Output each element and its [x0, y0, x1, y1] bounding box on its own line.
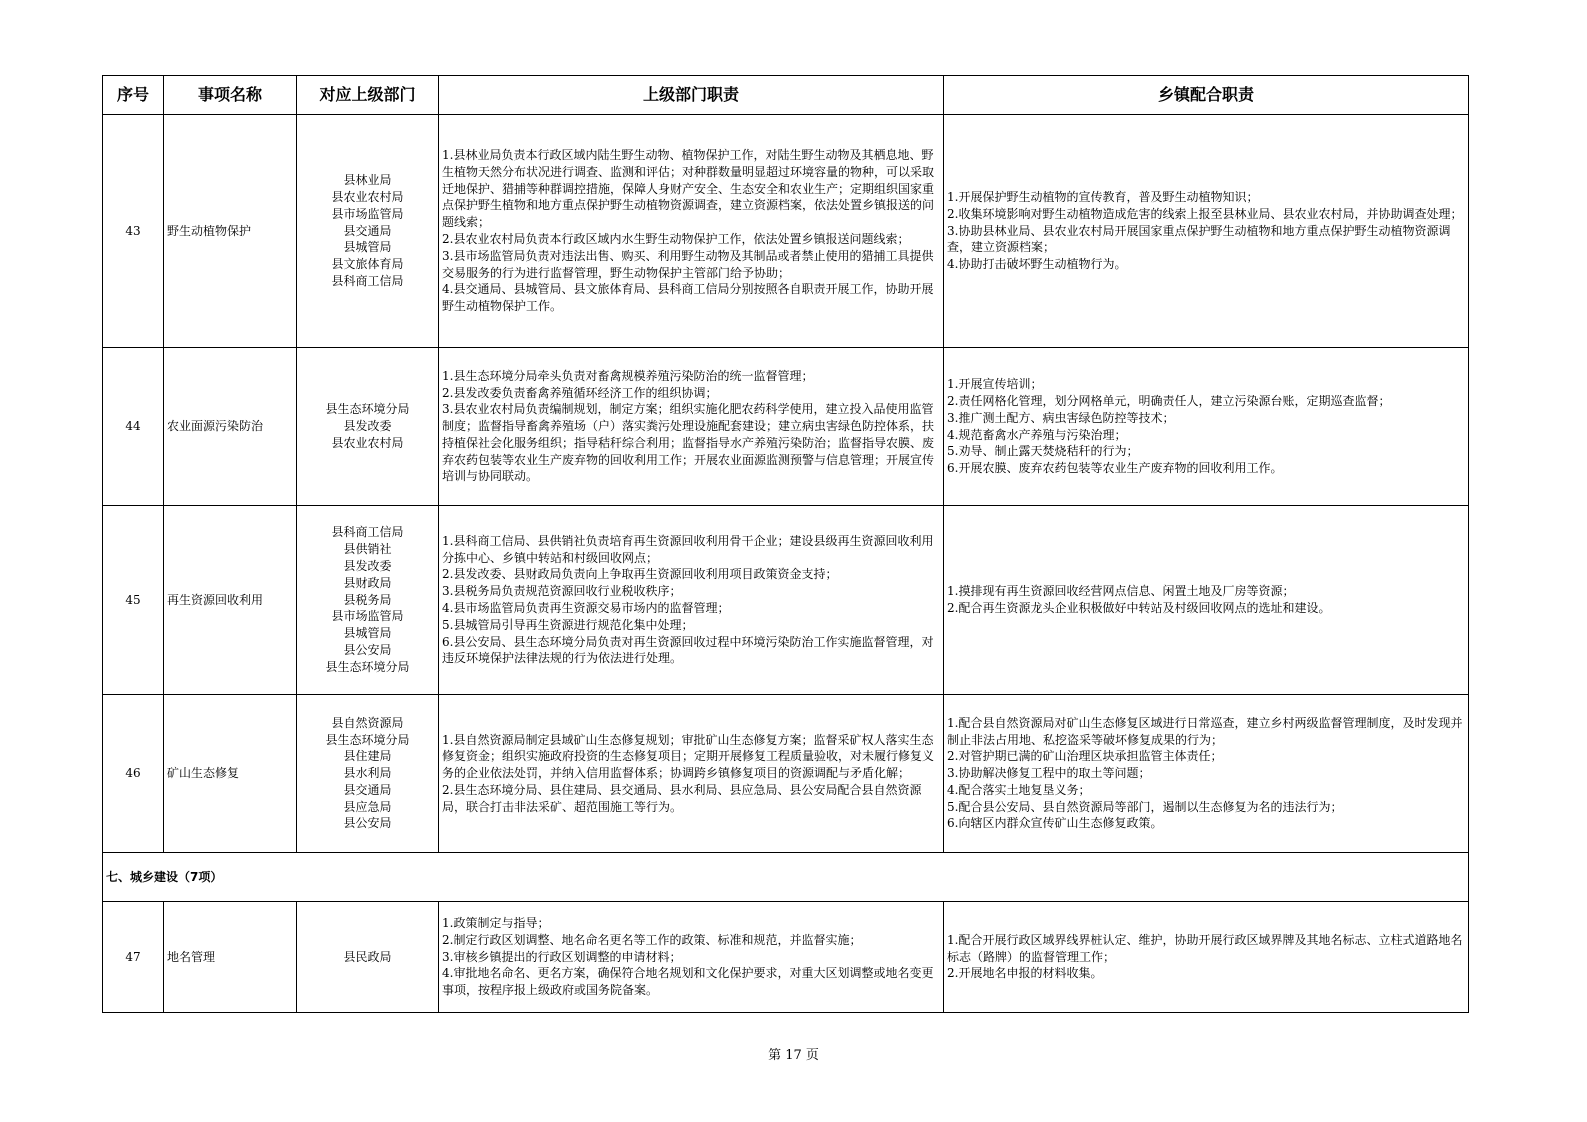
coop-item: 4.规范畜禽水产养殖与污染治理； [947, 427, 1127, 442]
table-row [103, 115, 1469, 348]
duty-item: 3.审核乡镇提出的行政区划调整的申请材料； [442, 949, 682, 964]
coop-item: 2.开展地名申报的材料收集。 [947, 966, 1103, 981]
coop-item: 2.对管护期已满的矿山治理区块承担监管主体责任； [947, 749, 1223, 764]
row-departments [297, 506, 439, 695]
department-name: 县生态环境分局 [325, 659, 410, 674]
header-dept: 对应上级部门 [297, 76, 439, 115]
duty-item: 4.审批地名命名、更名方案，确保符合地名规划和文化保护要求，对重大区划调整或地名变更事项，按程序报上级政府或国务院备案。 [442, 966, 934, 998]
header-seq: 序号 [103, 76, 164, 115]
department-name: 县供销社 [343, 542, 392, 557]
row-departments [297, 695, 439, 853]
header-coop: 乡镇配合职责 [944, 76, 1469, 115]
table-row [103, 902, 1469, 1013]
coop-item: 6.开展农膜、废弃农药包装等农业生产废弃物的回收利用工作。 [947, 461, 1283, 476]
duty-item: 3.县税务局负责规范资源回收行业税收秩序； [442, 584, 682, 599]
department-name: 县市场监管局 [331, 609, 404, 624]
department-name: 县发改委 [343, 419, 392, 434]
row-seq: 44 [103, 348, 164, 506]
row-town-duties [944, 695, 1469, 853]
row-upper-duties [439, 902, 944, 1013]
department-name: 县城管局 [343, 240, 392, 255]
row-item-name: 农业面源污染防治 [164, 348, 297, 506]
coop-item: 2.配合再生资源龙头企业积极做好中转站及村级回收网点的选址和建设。 [947, 601, 1331, 615]
coop-item: 4.配合落实土地复垦义务； [947, 782, 1091, 797]
row-town-duties [944, 506, 1469, 695]
table-row [103, 695, 1469, 853]
row-seq: 46 [103, 695, 164, 853]
header-duty: 上级部门职责 [439, 76, 944, 115]
department-name: 县文旅体育局 [331, 257, 404, 272]
duty-item: 1.政策制定与指导； [442, 916, 550, 930]
table-header-row [103, 76, 1469, 115]
row-departments [297, 115, 439, 348]
row-item-name: 再生资源回收利用 [164, 506, 297, 695]
department-name: 县民政局 [343, 949, 392, 964]
coop-item: 1.配合县自然资源局对矿山生态修复区域进行日常巡查，建立乡村两级监督管理制度，及时发现并制止非法占用地、私挖盗采等破坏修复成果的行为； [947, 715, 1463, 747]
coop-item: 1.摸排现有再生资源回收经营网点信息、闲置土地及厂房等资源； [947, 584, 1295, 599]
department-name: 县公安局 [343, 816, 392, 831]
department-name: 县生态环境分局 [325, 402, 410, 417]
coop-item: 3.协助解决修复工程中的取土等问题； [947, 766, 1151, 781]
row-seq: 45 [103, 506, 164, 695]
duty-item: 5.县城管局引导再生资源进行规范化集中处理； [442, 617, 694, 632]
duty-item: 2.县发改委负责畜禽养殖循环经济工作的组织协调； [442, 385, 718, 400]
duty-item: 4.县交通局、县城管局、县文旅体育局、县科商工信局分别按照各自职责开展工作，协助开展野生动植物保护工作。 [442, 282, 934, 314]
department-name: 县水利局 [343, 766, 392, 781]
table-row [103, 348, 1469, 506]
duty-item: 1.县自然资源局制定县域矿山生态修复规划；审批矿山生态修复方案；监督采矿权人落实生态修复资金；组织实施政府投资的生态修复项目；定期开展修复工程质量验收，对未履行修复义务的企业依法处罚，并纳入信用监督体系；协调跨乡镇修复项目的资源调配与矛盾化解； [442, 732, 935, 781]
department-name: 县农业农村局 [331, 435, 404, 450]
coop-item: 1.开展保护野生动植物的宣传教育，普及野生动植物知识； [947, 190, 1259, 204]
coop-item: 3.协助县林业局、县农业农村局开展国家重点保护野生动植物和地方重点保护野生动植物资源调查，建立资源档案； [947, 223, 1451, 255]
department-name: 县生态环境分局 [325, 732, 410, 747]
department-name: 县林业局 [343, 173, 392, 188]
department-name: 县发改委 [343, 559, 392, 573]
row-upper-duties [439, 506, 944, 695]
section-title: 七、城乡建设（7项） [103, 853, 1469, 902]
department-name: 县税务局 [343, 592, 392, 607]
duty-item: 1.县生态环境分局牵头负责对畜禽规模养殖污染防治的统一监督管理； [442, 368, 814, 383]
coop-item: 6.向辖区内群众宣传矿山生态修复政策。 [947, 816, 1163, 831]
department-name: 县应急局 [343, 799, 392, 814]
department-name: 县交通局 [343, 782, 392, 797]
department-name: 县自然资源局 [331, 715, 404, 730]
department-name: 县科商工信局 [331, 525, 404, 540]
department-name: 县市场监管局 [331, 206, 404, 221]
row-seq: 43 [103, 115, 164, 348]
row-item-name: 野生动植物保护 [164, 115, 297, 348]
row-town-duties [944, 348, 1469, 506]
row-item-name: 地名管理 [164, 902, 297, 1013]
duty-item: 3.县农业农村局负责编制规划，制定方案；组织实施化肥农药科学使用，建立投入品使用监管制度；监督指导畜禽养殖场（户）落实粪污处理设施配套建设；建立病虫害绿色防控体系，扶持植保社会化服务组织；指导秸秆综合利用；监督指导水产养殖污染防治；监督指导农膜、废弃农药包装等农业生产废弃物的回收利用工作；开展农业面源监测预警与信息管理；开展宣传培训与协同联动。 [442, 402, 935, 484]
duty-item: 1.县林业局负责本行政区域内陆生野生动物、植物保护工作，对陆生野生动物及其栖息地、野生植物天然分布状况进行调查、监测和评估；对种群数量明显超过环境容量的物种，可以采取迁地保护、猎捕等种群调控措施，保障人身财产安全、生态安全和农业生产；定期组织国家重点保护野生植物和地方重点保护野生动植物资源调查，建立资源档案，依法处置乡镇报送的问题线索； [442, 148, 935, 230]
page-number: 第 17 页 [768, 1048, 819, 1063]
section-row [103, 853, 1469, 902]
table-row [103, 506, 1469, 695]
coop-item: 2.收集环境影响对野生动植物造成危害的线索上报至县林业局、县农业农村局，并协助调查处理； [947, 206, 1463, 221]
row-item-name: 矿山生态修复 [164, 695, 297, 853]
duty-item: 2.县农业农村局负责本行政区域内水生野生动物保护工作，依法处置乡镇报送问题线索； [442, 232, 910, 246]
row-town-duties [944, 902, 1469, 1013]
row-seq: 47 [103, 902, 164, 1013]
duty-item: 3.县市场监管局负责对违法出售、购买、利用野生动物及其制品或者禁止使用的猎捕工具提供交易服务的行为进行监督管理，野生动物保护主管部门给予协助； [442, 248, 934, 280]
department-name: 县财政局 [343, 575, 392, 590]
duty-item: 2.县生态环境分局、县住建局、县交通局、县水利局、县应急局、县公安局配合县自然资源局，联合打击非法采矿、超范围施工等行为。 [442, 782, 922, 814]
department-name: 县科商工信局 [331, 273, 404, 288]
coop-item: 3.推广测土配方、病虫害绿色防控等技术； [947, 410, 1175, 425]
header-name: 事项名称 [164, 76, 297, 115]
row-departments [297, 902, 439, 1013]
coop-item: 5.配合县公安局、县自然资源局等部门，遏制以生态修复为名的违法行为； [947, 799, 1343, 814]
department-name: 县交通局 [343, 223, 392, 238]
duty-item: 4.县市场监管局负责再生资源交易市场内的监督管理； [442, 601, 730, 615]
coop-item: 1.配合开展行政区域界线界桩认定、维护，协助开展行政区域界牌及其地名标志、立柱式道路地名标志（路牌）的监督管理工作； [947, 932, 1463, 964]
department-name: 县城管局 [343, 626, 392, 641]
row-upper-duties [439, 695, 944, 853]
department-name: 县公安局 [343, 642, 392, 657]
coop-item: 4.协助打击破坏野生动植物行为。 [947, 257, 1127, 272]
duty-table [102, 75, 1469, 1013]
row-departments [297, 348, 439, 506]
duty-item: 2.制定行政区划调整、地名命名更名等工作的政策、标准和规范，并监督实施； [442, 932, 862, 947]
department-name: 县农业农村局 [331, 190, 404, 204]
duty-item: 6.县公安局、县生态环境分局负责对再生资源回收过程中环境污染防治工作实施监督管理，对违反环境保护法律法规的行为依法进行处理。 [442, 634, 934, 666]
duty-item: 1.县科商工信局、县供销社负责培育再生资源回收利用骨干企业；建设县级再生资源回收利用分拣中心、乡镇中转站和村级回收网点； [442, 533, 934, 565]
row-upper-duties [439, 115, 944, 348]
duty-item: 2.县发改委、县财政局负责向上争取再生资源回收利用项目政策资金支持； [442, 567, 838, 582]
coop-item: 2.责任网格化管理，划分网格单元，明确责任人，建立污染源台账，定期巡查监督； [947, 393, 1391, 408]
coop-item: 5.劝导、制止露天焚烧秸秆的行为； [947, 444, 1139, 459]
department-name: 县住建局 [343, 749, 392, 764]
row-upper-duties [439, 348, 944, 506]
row-town-duties [944, 115, 1469, 348]
coop-item: 1.开展宣传培训； [947, 377, 1043, 392]
